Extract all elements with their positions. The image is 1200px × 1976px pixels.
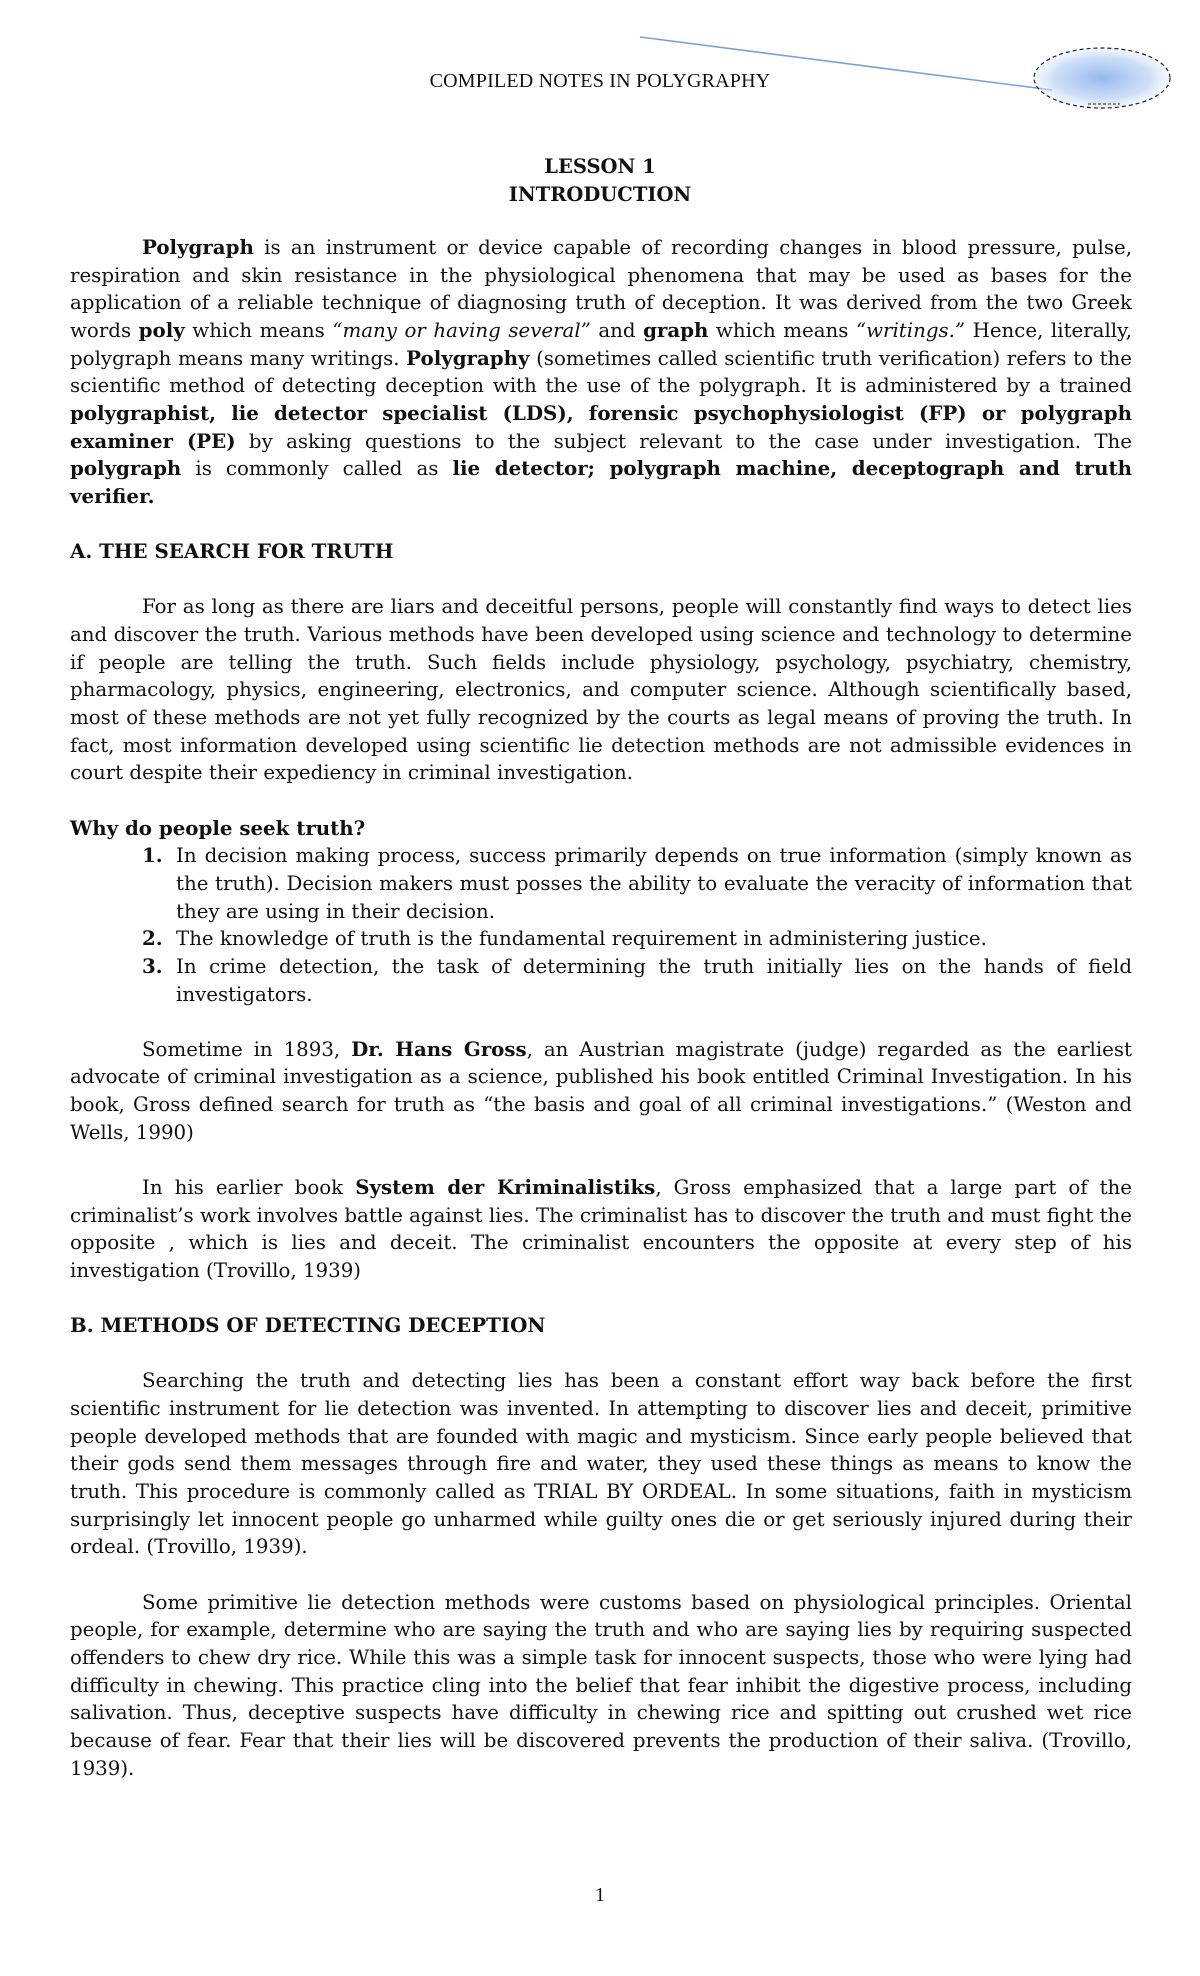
- book-title: System der Kriminalistiks: [355, 1175, 656, 1199]
- section-b-paragraph-2: Some primitive lie detection methods were customs based on physiological principles. Oriental people, for example, determine who are saying the truth and who are saying lies by requiring suspected offenders to chew dry rice. While this was a simple task for innocent suspects, those who were lying had difficulty in chewing. This practice cling into the belief that fear inhibit the digestive process, including salivation. Thus, deceptive suspects have difficulty in chewing rice and spitting out crushed wet rice because of fear. Fear that their lies will be discovered prevents the production of their saliva. (Trovillo, 1939).: [70, 1590, 1132, 1780]
- lesson-title: INTRODUCTION: [508, 183, 692, 206]
- list-number: 1.: [142, 843, 163, 868]
- list-text: In decision making process, success primarily depends on true information (simply known as the truth). Decision makers must posses the ability to evaluate the veracity of information that they are using in their decision.: [176, 844, 1132, 923]
- section-a-paragraph: For as long as there are liars and deceitful persons, people will constantly find ways to detect lies and discover the truth. Various methods have been developed using science and technology to determine if people are telling the truth. Such fields include physiology, psychology, psychiatry, chemistry, pharmacology, physics, engineering, electronics, and computer science. Although scientifically based, most of these methods are not yet fully recognized by the courts as legal means of proving the truth. In fact, most information developed using scientific lie detection methods are not admissible evidences in court despite their expediency in criminal investigation.: [70, 595, 1132, 785]
- term-examiners: polygraphist, lie detector specialist (LDS), forensic psychophysiologist (FP) or polygraph examiner (PE): [70, 400, 1132, 453]
- lesson-heading: [0, 153, 1200, 209]
- lesson-number: LESSON 1: [544, 155, 656, 178]
- meaning-graph: “writings.”: [855, 318, 966, 342]
- term-poly: poly: [138, 317, 185, 342]
- term-aliases: lie detector; polygraph machine, deceptograph and truth verifier.: [70, 456, 1132, 508]
- section-b-heading: B. METHODS OF DETECTING DECEPTION: [70, 1313, 546, 1338]
- reasons-list: [70, 842, 1132, 1008]
- intro-paragraph: Polygraph is an instrument or device capable of recording changes in blood pressure, pulse, respiration and skin resistance in the physiological phenomena that may be used as bases for the application of a reliable technique of diagnosing truth of deception. It was derived from the two Greek words poly which means “many or having several” and graph which means “writings.” Hence, literally, polygraph means many writings. Polygraphy (sometimes called scientific truth verification) refers to the scientific method of detecting deception with the use of the polygraph. It is administered by a trained polygraphist, lie detector specialist (LDS), forensic psychophysiologist (FP) or polygraph examiner (PE) by asking questions to the subject relevant to the case under investigation. The polygraph is commonly called as lie detector; polygraph machine, deceptograph and truth verifier.: [70, 235, 1132, 508]
- list-item: [70, 953, 1132, 1008]
- term-polygraphy: Polygraphy: [406, 345, 530, 370]
- list-text: The knowledge of truth is the fundamental requirement in administering justice.: [176, 927, 987, 951]
- meaning-poly: “many or having several”: [332, 318, 591, 342]
- page-number: 1: [595, 1884, 605, 1906]
- section-a-heading: A. THE SEARCH FOR TRUTH: [70, 539, 394, 564]
- why-truth-heading: Why do people seek truth?: [70, 815, 366, 840]
- list-item: [70, 842, 1132, 925]
- list-item: [70, 925, 1132, 953]
- list-number: 2.: [142, 926, 163, 951]
- list-number: 3.: [142, 953, 163, 978]
- section-b-paragraph-1: Searching the truth and detecting lies has been a constant effort way back before the first scientific instrument for lie detection was invented. In attempting to discover lies and deceit, primitive people developed methods that are founded with magic and mysticism. Since early people believed that their gods send them messages through fire and water, they used these things as means to know the truth. This procedure is commonly called as TRIAL BY ORDEAL. In some situations, faith in mysticism surprisingly let innocent people go unharmed while guilty ones die or get seriously injured during their ordeal. (Trovillo, 1939).: [70, 1369, 1132, 1559]
- running-header: COMPILED NOTES IN POLYGRAPHY: [429, 70, 771, 92]
- term-polygraph-2: polygraph: [70, 456, 182, 481]
- list-text: In crime detection, the task of determining the truth initially lies on the hands of field investigators.: [176, 954, 1132, 1006]
- name-hans-gross: Dr. Hans Gross: [351, 1036, 527, 1061]
- term-polygraph: Polygraph: [142, 235, 254, 259]
- system-der-kriminalistiks-paragraph: In his earlier book System der Kriminalistiks, Gross emphasized that a large part of the criminalist’s work involves battle against lies. The criminalist has to discover the truth and must fight the opposite , which is lies and deceit. The criminalist encounters the opposite at every step of his investigation (Trovillo, 1939): [70, 1175, 1132, 1282]
- hans-gross-paragraph: Sometime in 1893, Dr. Hans Gross, an Austrian magistrate (judge) regarded as the earliest advocate of criminal investigation as a science, published his book entitled Criminal Investigation. In his book, Gross defined search for truth as “the basis and goal of all criminal investigations.” (Weston and Wells, 1990): [70, 1036, 1132, 1144]
- header-decoration: [0, 0, 1200, 120]
- term-graph: graph: [643, 317, 709, 342]
- document-body: [70, 234, 1132, 1782]
